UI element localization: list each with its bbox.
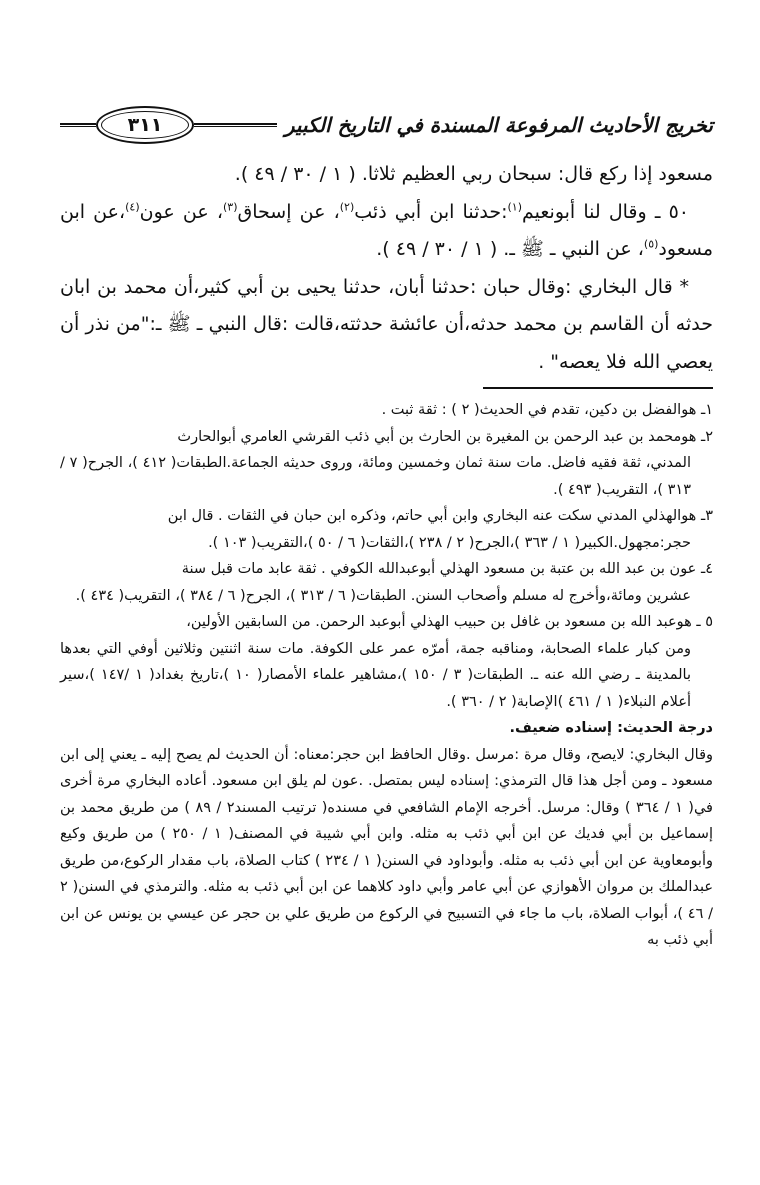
bukhari-note: * قال البخاري :وقال حبان :حدثنا أبان، حدثنا يحيى بن أبي كثير،أن محمد بن ابان حدثه أن القاسم بن محمد حدثه،أن عائشة حدثته،قالت :قال النبي ـ ﷺ ـ:"من نذر أن يعصي الله فلا يعصه" . xyxy=(60,275,713,373)
footnote-5 xyxy=(60,609,713,636)
page-number: ٣١١ xyxy=(127,114,163,136)
hadith-grade xyxy=(60,715,713,742)
footnote-text: ٣ـ هوالهذلي المدني سكت عنه البخاري وابن أبي حاتم، وذكره ابن حبان في الثقات . قال ابن xyxy=(167,508,713,524)
hadith-text: ، عن النبي ـ ﷺ ـ. ( ١ / ٣٠ / ٤٩ ). xyxy=(376,238,644,260)
book-title: تخريج الأحاديث المرفوعة المسندة في التاريخ الكبير xyxy=(284,113,713,137)
main-text xyxy=(60,156,713,381)
footnote-text: ٥ ـ هوعبد الله بن مسعود بن غافل بن حبيب الهذلي أبوعبد الرحمن. من السابقين الأولين، xyxy=(186,614,713,630)
running-header xyxy=(60,104,713,146)
footnotes xyxy=(60,397,713,954)
grade-value: إسناده ضعيف. xyxy=(509,720,613,736)
footnote-ref-4[interactable]: (٤) xyxy=(125,200,140,214)
footnote-ref-5[interactable]: (٥) xyxy=(643,237,659,251)
footnote-2 xyxy=(60,424,713,451)
footnote-ref-2[interactable]: (٢) xyxy=(339,200,355,214)
hadith-text: :حدثنا ابن أبي ذئب xyxy=(354,200,508,223)
header-rule xyxy=(194,123,277,127)
footnote-4-cont: عشرين ومائة،وأخرج له مسلم وأصحاب السنن. الطبقات( ٦ / ٣١٣ )، الجرح( ٦ / ٣٨٤ )، التقريب( ٤٣٤ ). xyxy=(75,587,691,604)
hadith-50 xyxy=(60,194,713,269)
hadith-text: ، عن إسحاق xyxy=(237,200,340,223)
header-rule-end xyxy=(60,123,96,127)
grade-label: درجة الحديث: xyxy=(617,720,713,736)
footnote-text: ٤ـ عون بن عبد الله بن عتبة بن مسعود الهذلي أبوعبدالله الكوفي . ثقة عابد مات قبل سنة xyxy=(181,561,713,577)
book-page xyxy=(60,104,713,954)
footnote-ref-1[interactable]: (١) xyxy=(507,200,522,214)
footnote-3-cont: حجر:مجهول.الكبير( ١ / ٣٦٣ )،الجرح( ٢ / ٢٣٨ )،الثقات( ٦ / ٥٠ )،التقريب( ١٠٣ ). xyxy=(208,534,691,551)
commentary xyxy=(60,742,713,954)
footnote-5-cont: ومن كبار علماء الصحابة، ومناقبه جمة، أمرّه عمر على الكوفة. مات سنة اثنتين وثلاثين أوفي التي بعدها بالمدينة ـ رضي الله عنه ـ. الطبقات( ٣ / ١٥٠ )،مشاهير علماء الأمصار( ١٠ )،تاريخ بغداد( ١ /١٤٧ )،سير أعلام النبلاء( ١ / ٤٦١ )الإصابة( ٢ / ٣٦٠ ). xyxy=(60,640,691,710)
footnote-4 xyxy=(60,556,713,583)
footnote-text: ٢ـ هومحمد بن عبد الرحمن بن المغيرة بن الحارث بن أبي ذئب القرشي العامري أبوالحارث xyxy=(177,428,713,445)
hadith-text: ، عن عون xyxy=(139,200,223,223)
footnote-1 xyxy=(60,397,713,424)
footnote-text: ١ـ هوالفضل بن دكين، تقدم في الحديث( ٢ ) : ثقة ثبت . xyxy=(381,402,713,418)
footnote-3 xyxy=(60,503,713,530)
commentary-text: وقال البخاري: لايصح، وقال مرة :مرسل .وقال الحافظ ابن حجر:معناه: أن الحديث لم يصح إليه ـ يعني إلى ابن مسعود ـ ومن أجل هذا قال الترمذي: إسناده ليس بمتصل. .عون لم يلق ابن مسعود. أعاده البخاري مرة أخرى في( ١ / ٣٦٤ ) وقال: مرسل. أخرجه الإمام الشافعي في مسنده( ترتيب المسند٢ / ٨٩ ) من طريق محمد بن إسماعيل بن أبي فديك عن ابن أبي ذئب به مثله. وابن أبي شيبة في المصنف( ١ / ٢٥٠ ) من طريق وكيع وأبومعاوية عن ابن أبي ذئب به مثله. وأبوداود في السنن( ١ / ٢٣٤ ) كتاب الصلاة، باب مقدار الركوع،من طريق عبدالملك بن مروان الأهوازي عن أبي عامر وأبي داود كلاهما عن ابن أبي ذئب به مثله. والترمذي في السنن( ٢ / ٤٦ )، أبواب الصلاة، باب ما جاء في التسبيح في الركوع من طريق علي بن حجر عن عيسي بن يونس عن ابن أبي ذئب به xyxy=(60,746,714,948)
hadith-text: ٥٠ ـ وقال لنا أبونعيم xyxy=(522,200,689,223)
continued-line: مسعود إذا ركع قال: سبحان ربي العظيم ثلاثا. ( ١ / ٣٠ / ٤٩ ). xyxy=(234,163,713,185)
footnote-2-cont: المدني، ثقة فقيه فاضل. مات سنة ثمان وخمسين ومائة، وروى حديثه الجماعة.الطبقات( ٤١٢ )، الجرح( ٧ / ٣١٣ )، التقريب( ٤٩٣ ). xyxy=(60,455,691,498)
hadith-text: ،عن ابن مسعود xyxy=(60,200,713,260)
footnote-separator xyxy=(483,387,713,389)
page-number-oval xyxy=(96,106,194,144)
footnote-ref-3[interactable]: (٣) xyxy=(222,200,238,214)
